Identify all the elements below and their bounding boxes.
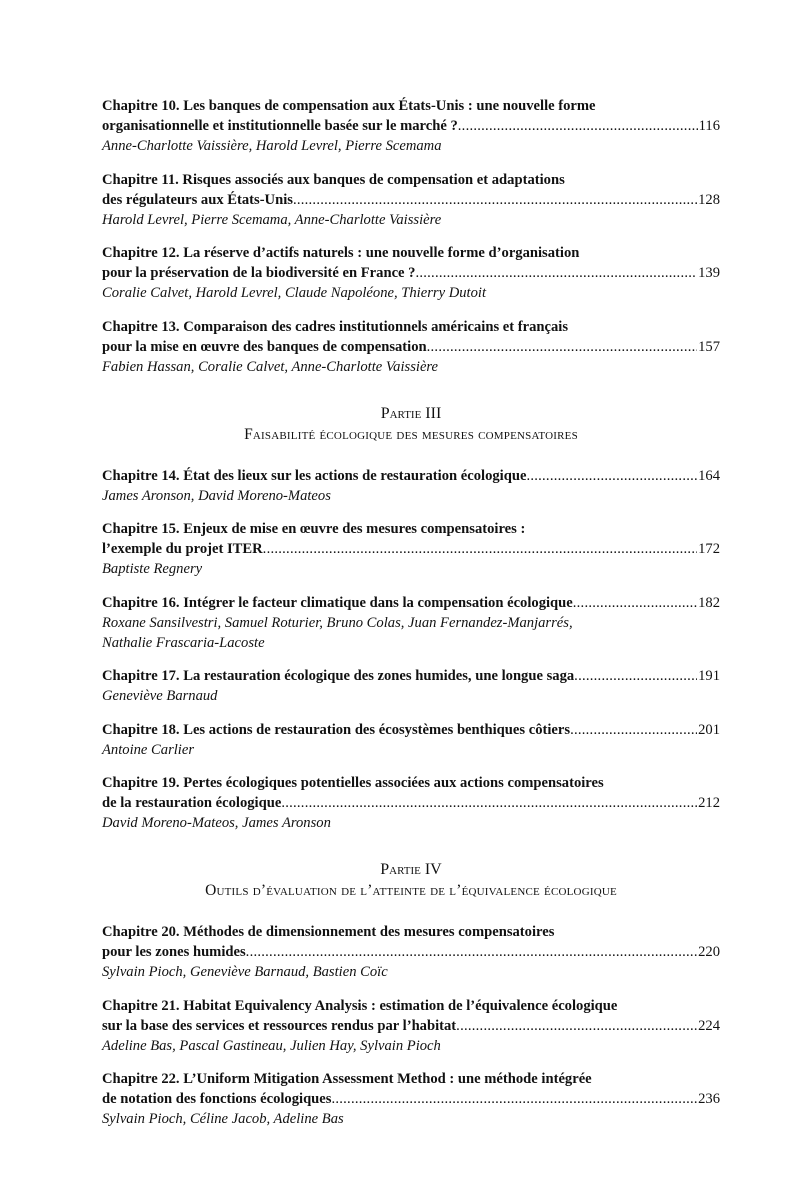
chapter-authors: Nathalie Frascaria-Lacoste <box>102 634 265 651</box>
toc-entry[interactable] <box>102 1069 720 1129</box>
chapter-authors: James Aronson, David Moreno-Mateos <box>102 487 331 504</box>
page-number: 139 <box>698 265 720 281</box>
dot-leader <box>415 263 697 283</box>
chapter-title-text: sur la base des services et ressources rendus par l’habitat <box>102 1017 457 1034</box>
chapter-title-line: Chapitre 12. La réserve d’actifs naturels : une nouvelle forme d’organisation <box>102 245 580 261</box>
part-3-heading: Partie III <box>380 404 442 422</box>
chapter-title-text: Chapitre 16. Intégrer le facteur climatique dans la compensation écologique <box>102 594 573 611</box>
chapter-list-part-4 <box>102 922 720 1129</box>
chapter-title-line: Chapitre 19. Pertes écologiques potentielles associées aux actions compensatoires <box>102 775 604 791</box>
chapter-title-text: des régulateurs aux États-Unis <box>102 191 293 208</box>
chapter-title-text: de notation des fonctions écologiques <box>102 1091 332 1107</box>
chapter-title-text: l’exemple du projet ITER <box>102 541 263 557</box>
chapter-title-last-line <box>102 1016 720 1036</box>
dot-leader <box>573 593 697 613</box>
dot-leader <box>526 466 697 486</box>
chapter-title-line: Chapitre 20. Méthodes de dimensionnement des mesures compensatoires <box>102 924 555 940</box>
chapter-title-text: de la restauration écologique <box>102 795 282 811</box>
chapter-authors: Adeline Bas, Pascal Gastineau, Julien Hay, Sylvain Pioch <box>102 1037 441 1054</box>
chapter-title-last-line <box>102 793 720 813</box>
chapter-title-last-line <box>102 593 720 613</box>
toc-entry[interactable] <box>102 922 720 982</box>
toc-entry[interactable] <box>102 519 720 579</box>
toc-entry[interactable] <box>102 243 720 303</box>
page-number: 236 <box>698 1091 720 1107</box>
chapter-title-text: organisationnelle et institutionnelle basée sur le marché ? <box>102 118 458 134</box>
toc-entry[interactable] <box>102 996 720 1056</box>
chapter-title-last-line <box>102 720 720 740</box>
page-number: 220 <box>698 944 720 960</box>
chapter-authors: Coralie Calvet, Harold Levrel, Claude Napoléone, Thierry Dutoit <box>102 285 486 301</box>
chapter-title-last-line <box>102 337 720 357</box>
part-3-header <box>102 403 720 445</box>
dot-leader <box>458 116 698 136</box>
chapter-authors: Sylvain Pioch, Geneviève Barnaud, Bastien Coïc <box>102 964 388 980</box>
chapter-title-last-line <box>102 116 720 136</box>
chapter-authors: Antoine Carlier <box>102 741 195 758</box>
chapter-title-last-line <box>102 263 720 283</box>
toc-entry[interactable] <box>102 666 720 706</box>
toc-entry[interactable] <box>102 773 720 833</box>
chapter-title-line: Chapitre 11. Risques associés aux banques de compensation et adaptations <box>102 171 565 188</box>
chapter-authors: Roxane Sansilvestri, Samuel Roturier, Bruno Colas, Juan Fernandez-Manjarrés, <box>102 614 573 631</box>
chapter-title-last-line <box>102 190 720 210</box>
part-4-header <box>102 859 720 901</box>
chapter-title-text: Chapitre 18. Les actions de restauration des écosystèmes benthiques côtiers <box>102 721 571 738</box>
chapter-title-line: Chapitre 13. Comparaison des cadres institutionnels américains et français <box>102 318 569 335</box>
dot-leader <box>246 942 697 962</box>
chapter-authors: David Moreno-Mateos, James Aronson <box>102 815 331 831</box>
chapter-authors: Fabien Hassan, Coralie Calvet, Anne-Charlotte Vaissière <box>102 358 439 375</box>
page-number: 128 <box>698 191 720 208</box>
chapter-list-top <box>102 96 720 377</box>
toc-page <box>102 96 720 1143</box>
page-number: 157 <box>698 338 720 355</box>
dot-leader <box>574 666 697 686</box>
part-4-subtitle: Outils d’évaluation de l’atteinte de l’équivalence écologique <box>205 882 617 899</box>
chapter-authors: Harold Levrel, Pierre Scemama, Anne-Charlotte Vaissière <box>102 211 442 228</box>
dot-leader <box>281 793 697 813</box>
page-number: 191 <box>698 668 720 684</box>
page-number: 116 <box>698 118 720 134</box>
chapter-title-last-line <box>102 942 720 962</box>
toc-entry[interactable] <box>102 170 720 230</box>
chapter-title-line: Chapitre 15. Enjeux de mise en œuvre des mesures compensatoires : <box>102 521 526 537</box>
dot-leader <box>331 1089 697 1109</box>
chapter-title-last-line <box>102 1089 720 1109</box>
toc-entry[interactable] <box>102 96 720 156</box>
page-number: 172 <box>698 541 720 557</box>
page-number: 182 <box>698 594 720 611</box>
chapter-title-line: Chapitre 10. Les banques de compensation aux États-Unis : une nouvelle forme <box>102 98 596 114</box>
part-3-subtitle: Faisabilité écologique des mesures compensatoires <box>244 425 578 443</box>
chapter-title-text: pour les zones humides <box>102 944 246 960</box>
page-number: 164 <box>698 467 720 484</box>
toc-entry[interactable] <box>102 593 720 653</box>
toc-entry[interactable] <box>102 317 720 377</box>
chapter-title-line: Chapitre 21. Habitat Equivalency Analysis : estimation de l’équivalence écologique <box>102 997 618 1014</box>
toc-entry[interactable] <box>102 720 720 760</box>
chapter-title-last-line <box>102 466 720 486</box>
dot-leader <box>427 337 697 357</box>
dot-leader <box>570 720 697 740</box>
chapter-title-text: Chapitre 14. État des lieux sur les actions de restauration écologique <box>102 467 527 484</box>
page-number: 201 <box>698 721 720 738</box>
dot-leader <box>293 190 697 210</box>
chapter-title-last-line <box>102 666 720 686</box>
dot-leader <box>263 539 697 559</box>
dot-leader <box>456 1016 697 1036</box>
chapter-authors: Geneviève Barnaud <box>102 688 218 704</box>
chapter-authors: Anne-Charlotte Vaissière, Harold Levrel, Pierre Scemama <box>102 138 442 154</box>
toc-entry[interactable] <box>102 466 720 506</box>
page-number: 212 <box>698 795 720 811</box>
chapter-authors: Sylvain Pioch, Céline Jacob, Adeline Bas <box>102 1111 344 1127</box>
chapter-title-text: pour la mise en œuvre des banques de compensation <box>102 338 427 355</box>
part-4-heading: Partie IV <box>380 861 442 878</box>
chapter-list-part-3 <box>102 466 720 834</box>
chapter-title-last-line <box>102 539 720 559</box>
chapter-title-line: Chapitre 22. L’Uniform Mitigation Assessment Method : une méthode intégrée <box>102 1071 592 1087</box>
chapter-title-text: Chapitre 17. La restauration écologique des zones humides, une longue saga <box>102 668 575 684</box>
page-number: 224 <box>698 1017 720 1034</box>
chapter-title-text: pour la préservation de la biodiversité en France ? <box>102 265 416 281</box>
chapter-authors: Baptiste Regnery <box>102 561 203 577</box>
